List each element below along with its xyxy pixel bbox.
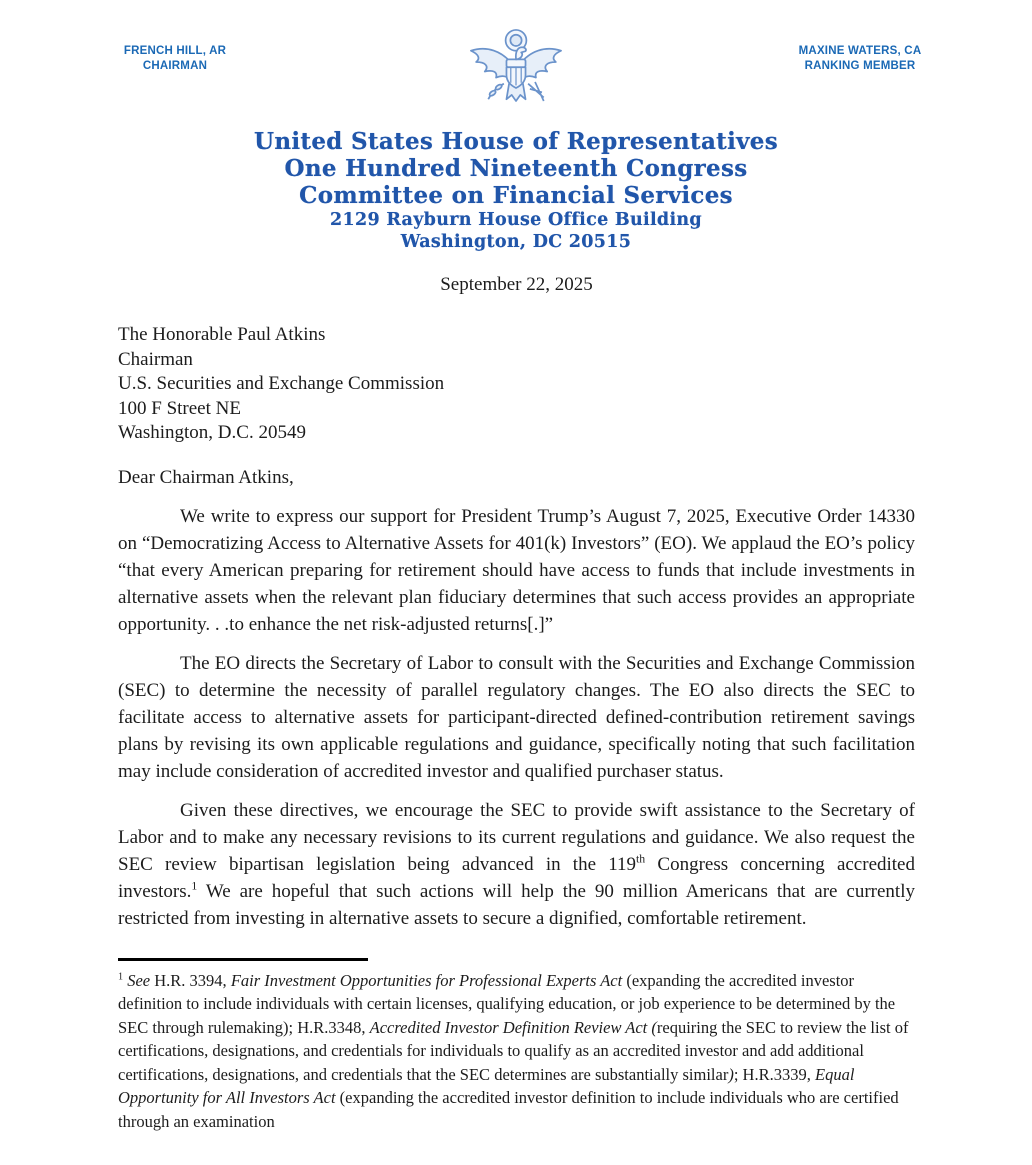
org-line-city: Washington, DC 20515 <box>400 232 632 252</box>
org-line-committee: Committee on Financial Services <box>299 182 733 209</box>
body-paragraph-1: We write to express our support for President Trump’s August 7, 2025, Executive Order 14330 on “Democratizing Access to Alternative Assets for 401(k) Investors” (EO). We applaud the EO’s policy “that every American preparing for retirement should have access to funds that include investments in alternative assets when the relevant plan fiduciary determines that such access provides an appropriate opportunity. . .to enhance the net risk-adjusted returns[.]” <box>118 505 915 635</box>
letter-content <box>0 271 1032 1133</box>
chairman-title: CHAIRMAN <box>142 60 208 72</box>
org-line-congress: One Hundred Nineteenth Congress <box>284 155 748 182</box>
great-seal-eagle-icon <box>464 26 568 124</box>
chairman-name-block <box>85 44 265 74</box>
body-paragraph-3: Given these directives, we encourage the SEC to provide swift assistance to the Secretary of Labor and to make any necessary revisions to its current regulations and guidance. We also request the SEC review bipartisan legislation being advanced in the 119th Congress concerning accredited investors.$^1$ We are hopeful that such actions will help the 90 million Americans that are currently restricted from investing in alternative assets to secure a dignified, comfortable retirement. <box>118 799 915 929</box>
footnote-divider <box>118 958 368 961</box>
org-block <box>0 128 1032 253</box>
body-paragraph-2: The EO directs the Secretary of Labor to consult with the Securities and Exchange Commission (SEC) to determine the necessity of parallel regulatory changes. The EO also directs the SEC to facilitate access to alternative assets for participant-directed defined-contribution retirement savings plans by revising its own applicable regulations and guidance, specifically noting that such facilitation may include consideration of accredited investor and qualified purchaser status. <box>118 652 915 782</box>
recipient-line: Washington, D.C. 20549 <box>118 422 306 443</box>
letterhead-center <box>0 0 1032 253</box>
recipient-address-block <box>118 323 915 446</box>
salutation: Dear Chairman Atkins, <box>118 466 294 488</box>
chairman-name: FRENCH HILL, AR <box>123 45 227 57</box>
ranking-member-block <box>770 44 950 74</box>
org-line-building: 2129 Rayburn House Office Building <box>330 210 702 230</box>
recipient-line: Chairman <box>118 348 193 370</box>
ranking-member-title: RANKING MEMBER <box>804 60 916 72</box>
recipient-line: The Honorable Paul Atkins <box>118 324 326 345</box>
ranking-member-name: MAXINE WATERS, CA <box>798 45 922 57</box>
footnote-text: $^1$ See H.R. 3394, Fair Investment Opportunities for Professional Experts Act (expanding the accredited investor definition to include individuals with certain licenses, qualifying education, or job experience to be determined by the SEC through rulemaking); H.R.3348, Accredited Investor Definition Review Act (requiring the SEC to review the list of certifications, designations, and credentials for individuals to qualify as an accredited investor and add additional certifications, designations, and credentials that the SEC determines are substantially similar); H.R.3339, Equal Opportunity for All Investors Act (expanding the accredited investor definition to include individuals who are certified through an examination <box>118 970 909 1131</box>
org-line-institution: United States House of Representatives <box>254 128 778 155</box>
recipient-line: 100 F Street NE <box>118 397 241 419</box>
letter-date: September 22, 2025 <box>440 274 593 295</box>
recipient-line: U.S. Securities and Exchange Commission <box>118 373 445 394</box>
